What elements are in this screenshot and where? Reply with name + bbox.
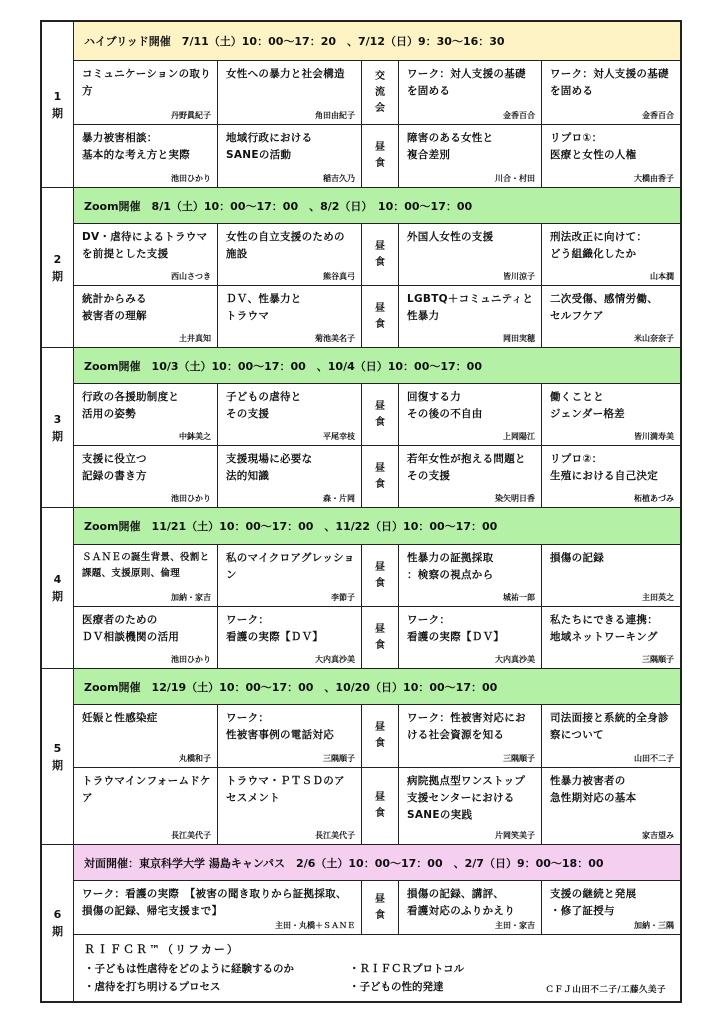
lunch-break: 昼食 [361, 881, 398, 935]
lunch-break: 昼食 [361, 125, 398, 188]
lunch-break: 昼食 [361, 384, 398, 446]
rifcr-item: ・子どもの性的発達 [349, 981, 444, 993]
course-cell: 暴力被害相談： 基本的な考え方と実際 池田ひかり [73, 125, 217, 188]
period-label: 2期 [42, 188, 73, 348]
session-banner: 対面開催：東京科学大学 湯島キャンパス 2/6（土）10：00〜17：00 、2/7（日）9：00〜18：00 [73, 845, 680, 881]
session-banner: ハイブリッド開催 7/11（土）10：00〜17：20 、7/12（日）9：30〜16：30 [73, 22, 680, 61]
course-cell: トラウマインフォームドケア 長江美代子 [73, 768, 217, 845]
session-banner: Zoom開催 12/19（土）10：00〜17：00 、10/20（日）10：00〜17：00 [73, 669, 680, 705]
course-cell: 若年女性が抱える問題とその支援 染矢明日香 [398, 446, 541, 508]
course-cell: 私のマイクロアグレッション 李節子 [217, 545, 361, 607]
period-label: 1期 [42, 22, 73, 188]
course-cell: 行政の各援助制度と 活用の姿勢 中鉢美之 [73, 384, 217, 446]
period-label: 5期 [42, 669, 73, 845]
lunch-break: 昼食 [361, 607, 398, 669]
rifcr-item: ・子どもは性虐待をどのように経験するのか [84, 963, 294, 975]
lunch-break: 昼食 [361, 545, 398, 607]
period-label: 3期 [42, 348, 73, 508]
rifcr-item: ・ＲＩＦＣＲプロトコル [349, 963, 465, 975]
lunch-break: 昼食 [361, 224, 398, 286]
course-cell: LGBTQ＋コミュニティと性暴力 岡田実穂 [398, 286, 541, 348]
rifcr-item: ・虐待を打ち明けるプロセス [84, 981, 221, 993]
course-cell: 私たちにできる連携： 地域ネットワーキング 三隅順子 [541, 607, 680, 669]
course-cell: ワーク：看護の実際 【被害の聞き取りから証拠採取、損傷の記録、帰宅支援まで】 主田・丸橋＋ＳＡＮＥ [73, 881, 361, 935]
course-cell: ワーク： 看護の実際【ＤＶ】 大内真沙美 [398, 607, 541, 669]
course-cell: ワーク：対人支援の基礎を固める 金香百合 [541, 61, 680, 125]
course-cell: ワーク： 看護の実際【ＤＶ】 大内真沙美 [217, 607, 361, 669]
session-banner: Zoom開催 10/3（土）10：00〜17：00 、10/4（日）10：00〜17：00 [73, 348, 680, 384]
lunch-break: 昼食 [361, 286, 398, 348]
session-banner: Zoom開催 11/21（土）10：00〜17：00 、11/22（日）10：00〜17：00 [73, 508, 680, 545]
lunch-break: 昼食 [361, 446, 398, 508]
course-cell: 回復する力 その後の不自由 上岡陽江 [398, 384, 541, 446]
course-cell: 働くことと ジェンダー格差 皆川満寿美 [541, 384, 680, 446]
credit-text: ＣＦＪ山田不二子/工藤久美子 [545, 985, 666, 995]
course-cell: ＳＡＮＥの誕生背景、役割と課題、支援原則、倫理 加納・家吉 [73, 545, 217, 607]
course-cell: 支援に役立つ 記録の書き方 池田ひかり [73, 446, 217, 508]
course-cell: 損傷の記録 主田英之 [541, 545, 680, 607]
course-cell: リプロ①： 医療と女性の人権 大橋由香子 [541, 125, 680, 188]
lunch-break: 交流会 [361, 61, 398, 125]
course-cell: 損傷の記録、講評、 看護対応のふりかえり 主田・家吉 [398, 881, 541, 935]
course-cell: リプロ②： 生殖における自己決定 柘植あづみ [541, 446, 680, 508]
course-cell: 地域行政における SANEの活動 稲吉久乃 [217, 125, 361, 188]
course-cell: 外国人女性の支援 皆川涼子 [398, 224, 541, 286]
course-cell: トラウマ・ＰＴＳＤのアセスメント 長江美代子 [217, 768, 361, 845]
schedule-table [40, 20, 682, 1003]
rifcr-title: ＲＩＦＣＲ™（リフカー） [84, 943, 240, 956]
course-cell: 司法面接と系統的全身診察について 山田不二子 [541, 705, 680, 768]
period-label: 6期 [52, 908, 63, 938]
course-cell: コミュニケーションの取り方 丹野眞紀子 [73, 61, 217, 125]
lunch-break: 昼食 [361, 768, 398, 845]
course-cell: 病院拠点型ワンストップ支援センターにおけるSANEの実践 片岡笑美子 [398, 768, 541, 845]
course-cell: 支援現場に必要な 法的知識 森・片岡 [217, 446, 361, 508]
course-cell: 女性の自立支援のための施設 熊谷真弓 [217, 224, 361, 286]
course-cell: ワーク： 性被害事例の電話対応 三隅順子 [217, 705, 361, 768]
course-cell: 性暴力被害者の 急性期対応の基本 家吉望み [541, 768, 680, 845]
course-cell: ワーク：対人支援の基礎を固める 金香百合 [398, 61, 541, 125]
course-cell: 女性への暴力と社会構造 角田由紀子 [217, 61, 361, 125]
course-cell: 支援の継続と発展 ・修了証授与 加納・三隅 [541, 881, 680, 935]
period-label: 4期 [42, 508, 73, 669]
course-cell: ワーク：性被害対応における社会資源を知る 三隅順子 [398, 705, 541, 768]
course-cell: 子どもの虐待と その支援 平尾幸枝 [217, 384, 361, 446]
course-cell: DV・虐待によるトラウマを前提とした支援 西山さつき [73, 224, 217, 286]
rifcr-footer [73, 935, 680, 1001]
course-cell: 妊娠と性感染症 丸橋和子 [73, 705, 217, 768]
course-cell: 障害のある女性と 複合差別 川合・村田 [398, 125, 541, 188]
course-cell: 統計からみる 被害者の理解 土井真知 [73, 286, 217, 348]
course-cell: 二次受傷、感情労働、 セルフケア 米山奈奈子 [541, 286, 680, 348]
course-cell: 医療者のための ＤＶ相談機関の活用 池田ひかり [73, 607, 217, 669]
course-cell: 刑法改正に向けて： どう組織化したか 山本潤 [541, 224, 680, 286]
course-cell: ＤＶ、性暴力と トラウマ 菊池美名子 [217, 286, 361, 348]
course-cell: 性暴力の証拠採取 ：検察の視点から 城祐一郎 [398, 545, 541, 607]
session-banner: Zoom開催 8/1（土）10：00〜17：00 、8/2（日） 10：00〜17：00 [73, 188, 680, 224]
lunch-break: 昼食 [361, 705, 398, 768]
